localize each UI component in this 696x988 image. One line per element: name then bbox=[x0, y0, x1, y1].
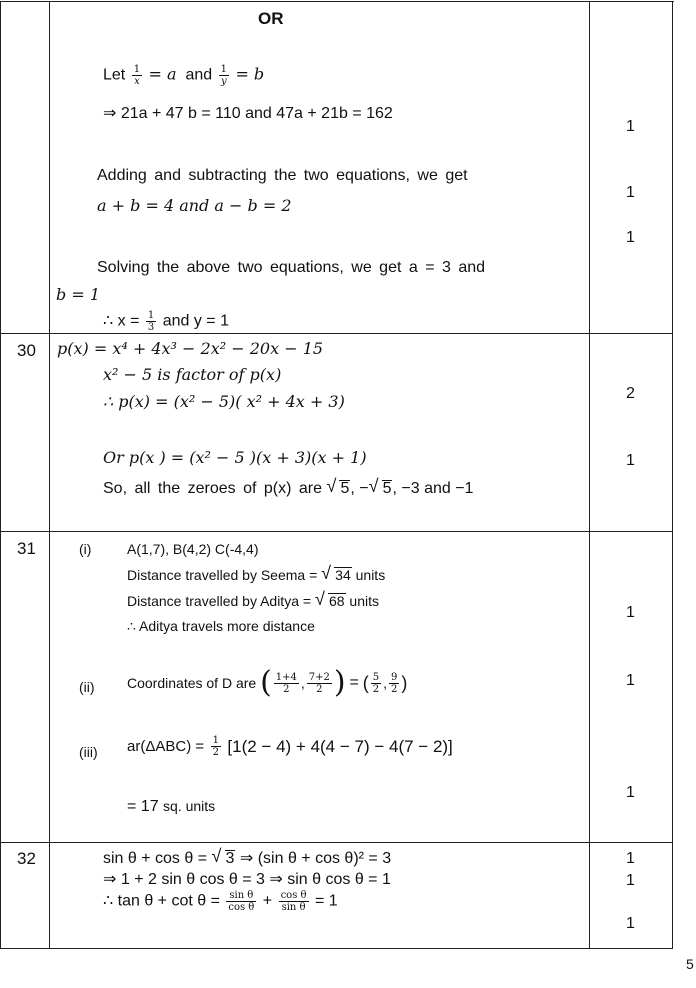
area-result-line: = 17 sq. units bbox=[127, 798, 216, 815]
mark-30-2: 1 bbox=[626, 452, 635, 469]
solving-text: Solving the above two equations, we get a = 3 and bbox=[97, 259, 486, 276]
mark-32-1: 1 bbox=[626, 850, 635, 867]
and-y-equals: and y = 1 bbox=[162, 312, 229, 330]
full-factorization-line: Or p(x ) = (x² − 5 )(x + 3)(x + 1) bbox=[103, 448, 367, 467]
zeroes-text: So, all the zeroes of p(x) are bbox=[103, 480, 322, 497]
fraction-one-half: $\frac{1}{2}$ bbox=[212, 735, 219, 758]
fraction-cos-over-sin: $\frac{\text{cos θ}}{\text{sin θ}}$ bbox=[280, 890, 307, 913]
question-number-31: 31 bbox=[17, 539, 36, 558]
final-xy-line bbox=[103, 310, 229, 333]
aditya-distance: Distance travelled by Aditya = √ 68 units bbox=[127, 593, 379, 608]
factorization-line: ∴ p(x) = (x² − 5)( x² + 4x + 3) bbox=[103, 392, 345, 411]
factor-statement: x² − 5 is factor of p(x) bbox=[103, 365, 282, 384]
root-68: √ 68 bbox=[315, 593, 346, 608]
page-number: 5 bbox=[686, 956, 694, 972]
table-left-border bbox=[0, 1, 1, 949]
area-formula-line: ar(ΔABC) = $\frac{1}{2}$ [1(2 − 4) + 4(4 − 7) − 4(7 − 2)] bbox=[127, 735, 453, 758]
b-equals-line: b = 1 bbox=[56, 285, 100, 304]
trig-line-1: sin θ + cos θ = √ 3 ⇒ (sin θ + cos θ)² = 3 bbox=[103, 850, 391, 867]
fraction-five-halves: $\frac{5}{2}$ bbox=[372, 671, 380, 695]
table-bottom-border bbox=[0, 948, 673, 949]
question-number-30: 30 bbox=[17, 341, 36, 360]
conclusion-line: ∴ Aditya travels more distance bbox=[127, 618, 315, 634]
mark-30-1: 2 bbox=[626, 385, 635, 402]
fraction-one-over-x: $\frac{1}{x}$ bbox=[133, 64, 141, 87]
root-3: √ 3 bbox=[212, 850, 236, 867]
root-34: √ 34 bbox=[321, 567, 352, 582]
therefore-x-label: ∴ x = bbox=[103, 312, 140, 330]
question-number-32: 32 bbox=[17, 849, 36, 868]
fraction-one-over-y: $\frac{1}{y}$ bbox=[220, 64, 227, 87]
mark-31-1: 1 bbox=[626, 604, 635, 621]
fraction-y-midpoint: $\frac{7+2}{2}$ bbox=[308, 671, 330, 695]
zeroes-line bbox=[103, 480, 473, 497]
mark-32-2: 1 bbox=[626, 872, 635, 889]
row-divider-30 bbox=[0, 333, 673, 334]
and-label: and bbox=[185, 66, 213, 84]
root-5-second: √ 5 bbox=[369, 480, 393, 497]
row-divider-31 bbox=[0, 531, 673, 532]
fraction-x-midpoint: $\frac{1+4}{2}$ bbox=[275, 671, 297, 695]
let-substitution-line bbox=[103, 64, 264, 87]
table-right-border bbox=[672, 1, 673, 949]
root-5-first: √ 5 bbox=[326, 480, 350, 497]
mark-32-3: 1 bbox=[626, 915, 635, 932]
part-i-label: (i) bbox=[79, 541, 92, 557]
coordinates-line: Coordinates of D are ( $\frac{1+4}{2}$ , $\frac{7+2}{2}$ ) = ( $\frac{5}{2}$ , $\frac{9}{2}$ ) bbox=[127, 665, 408, 700]
adding-subtracting-text: Adding and subtracting the two equations, we get bbox=[97, 167, 468, 184]
fraction-sin-over-cos: $\frac{\text{sin θ}}{\text{cos θ}}$ bbox=[228, 890, 255, 913]
mark-29-1: 1 bbox=[626, 118, 635, 135]
let-label: Let bbox=[103, 66, 126, 84]
points-list: A(1,7), B(4,2) C(-4,4) bbox=[127, 541, 259, 557]
question-col-divider bbox=[49, 1, 50, 949]
seema-distance: Distance travelled by Seema = √ 34 units bbox=[127, 567, 385, 582]
mark-31-3: 1 bbox=[626, 784, 635, 801]
row-divider-32 bbox=[0, 842, 673, 843]
zeroes-separator: , − bbox=[350, 480, 369, 497]
table-top-border bbox=[0, 1, 674, 2]
zeroes-rest: , −3 and −1 bbox=[392, 480, 474, 497]
let-a-rhs: = a bbox=[148, 64, 177, 84]
mark-29-2: 1 bbox=[626, 184, 635, 201]
equation-pair-line: ⇒ 21a + 47 b = 110 and 47a + 21b = 162 bbox=[103, 105, 393, 122]
or-heading: OR bbox=[258, 9, 284, 28]
trig-line-3: ∴ tan θ + cot θ = $\frac{\text{sin θ}}{\text{cos θ}}$ + $\frac{\text{cos θ}}{\text{sin θ}}$ = 1 bbox=[103, 890, 338, 913]
mark-31-2: 1 bbox=[626, 672, 635, 689]
let-b-rhs: = b bbox=[235, 64, 265, 84]
marks-col-divider bbox=[589, 1, 590, 949]
fraction-one-third: $\frac{1}{3}$ bbox=[147, 310, 155, 333]
sum-difference-line: a + b = 4 and a − b = 2 bbox=[97, 196, 292, 215]
trig-line-2: ⇒ 1 + 2 sin θ cos θ = 3 ⇒ sin θ cos θ = 1 bbox=[103, 871, 391, 888]
part-iii-label: (iii) bbox=[79, 744, 98, 760]
mark-29-3: 1 bbox=[626, 229, 635, 246]
polynomial-definition: p(x) = x⁴ + 4x³ − 2x² − 20x − 15 bbox=[57, 339, 324, 358]
fraction-nine-halves: $\frac{9}{2}$ bbox=[391, 671, 398, 695]
part-ii-label: (ii) bbox=[79, 679, 95, 695]
